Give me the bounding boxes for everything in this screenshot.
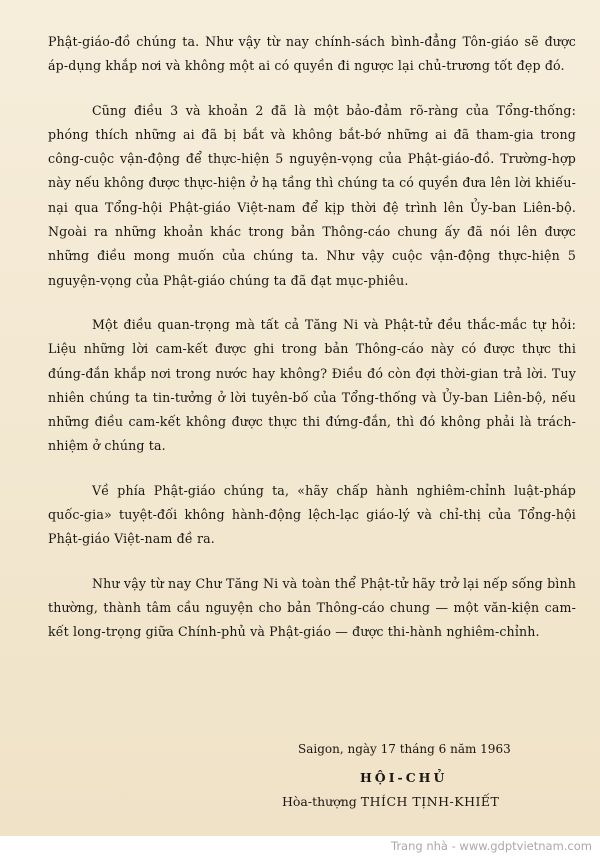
footer-band (0, 836, 600, 858)
signature-title: HỘI-CHỦ (360, 770, 448, 785)
paragraph-buddhist-side: Về phía Phật-giáo chúng ta, «hãy chấp hành nghiêm-chỉnh luật-pháp quốc-gia» tuyệt-đối không hành-động lệch-lạc giáo-lý và chỉ-thị của Tổng-hội Phật-giáo Việt-nam đề ra. (48, 482, 576, 547)
footer-credit: Trang nhà - www.gdptvietnam.com (390, 839, 592, 853)
paragraph-concern: Một điều quan-trọng mà tất cả Tăng Ni và Phật-tử đều thắc-mắc tự hỏi: Liệu những lời cam-kết được ghi trong bản Thông-cáo này có được thực thi đúng-đắn khắp nơi trong nước hay không? Điều đó còn đợi thời-gian trả lời. Tuy nhiên chúng ta tin-tưởng ở lời tuyên-bố của Tổng-thống và Ủy-ban Liên-bộ, nếu những điều cam-kết không được thực thi đứng-đắn, thì đó không phải là trách-nhiệm ở chúng ta. (48, 316, 576, 454)
paragraph-continuation: Phật-giáo-đồ chúng ta. Như vậy từ nay chính-sách bình-đẳng Tôn-giáo sẽ được áp-dụng khắp nơi và không một ai có quyền đi ngược lại chủ-trương tốt đẹp đó. (48, 34, 576, 74)
paragraph-conclusion: Như vậy từ nay Chư Tăng Ni và toàn thể Phật-tử hãy trở lại nếp sống bình thường, thành tâm cầu nguyện cho bản Thông-cáo chung — một văn-kiện cam-kết long-trọng giữa Chính-phủ và Phật-giáo — được thi-hành nghiêm-chỉnh. (48, 575, 576, 640)
signature-date: Saigon, ngày 17 tháng 6 năm 1963 (298, 742, 511, 756)
signature-name: THÍCH TỊNH-KHIẾT (360, 794, 500, 809)
signature-name-line (282, 794, 499, 809)
signature-name-prefix: Hòa-thượng (282, 794, 357, 809)
paragraph-article-3: Cũng điều 3 và khoản 2 đã là một bảo-đảm rõ-ràng của Tổng-thống: phóng thích những ai đã bị bắt và không bắt-bớ những ai đã tham-gia trong công-cuộc vận-động để thực-hiện 5 nguyện-vọng của Phật-giáo-đồ. Trường-hợp này nếu không được thực-hiện ở hạ tầng thì chúng ta có quyền đưa lên lời khiếu-nại qua Tổng-hội Phật-giáo Việt-nam để kịp thời đệ trình lên Ủy-ban Liên-bộ. Ngoài ra những khoản khác trong bản Thông-cáo chung ấy đã nói lên được những điều mong muốn của chúng ta. Như vậy cuộc vận-động thực-hiện 5 nguyện-vọng của Phật-giáo chúng ta đã đạt mục-phiêu. (48, 102, 576, 288)
